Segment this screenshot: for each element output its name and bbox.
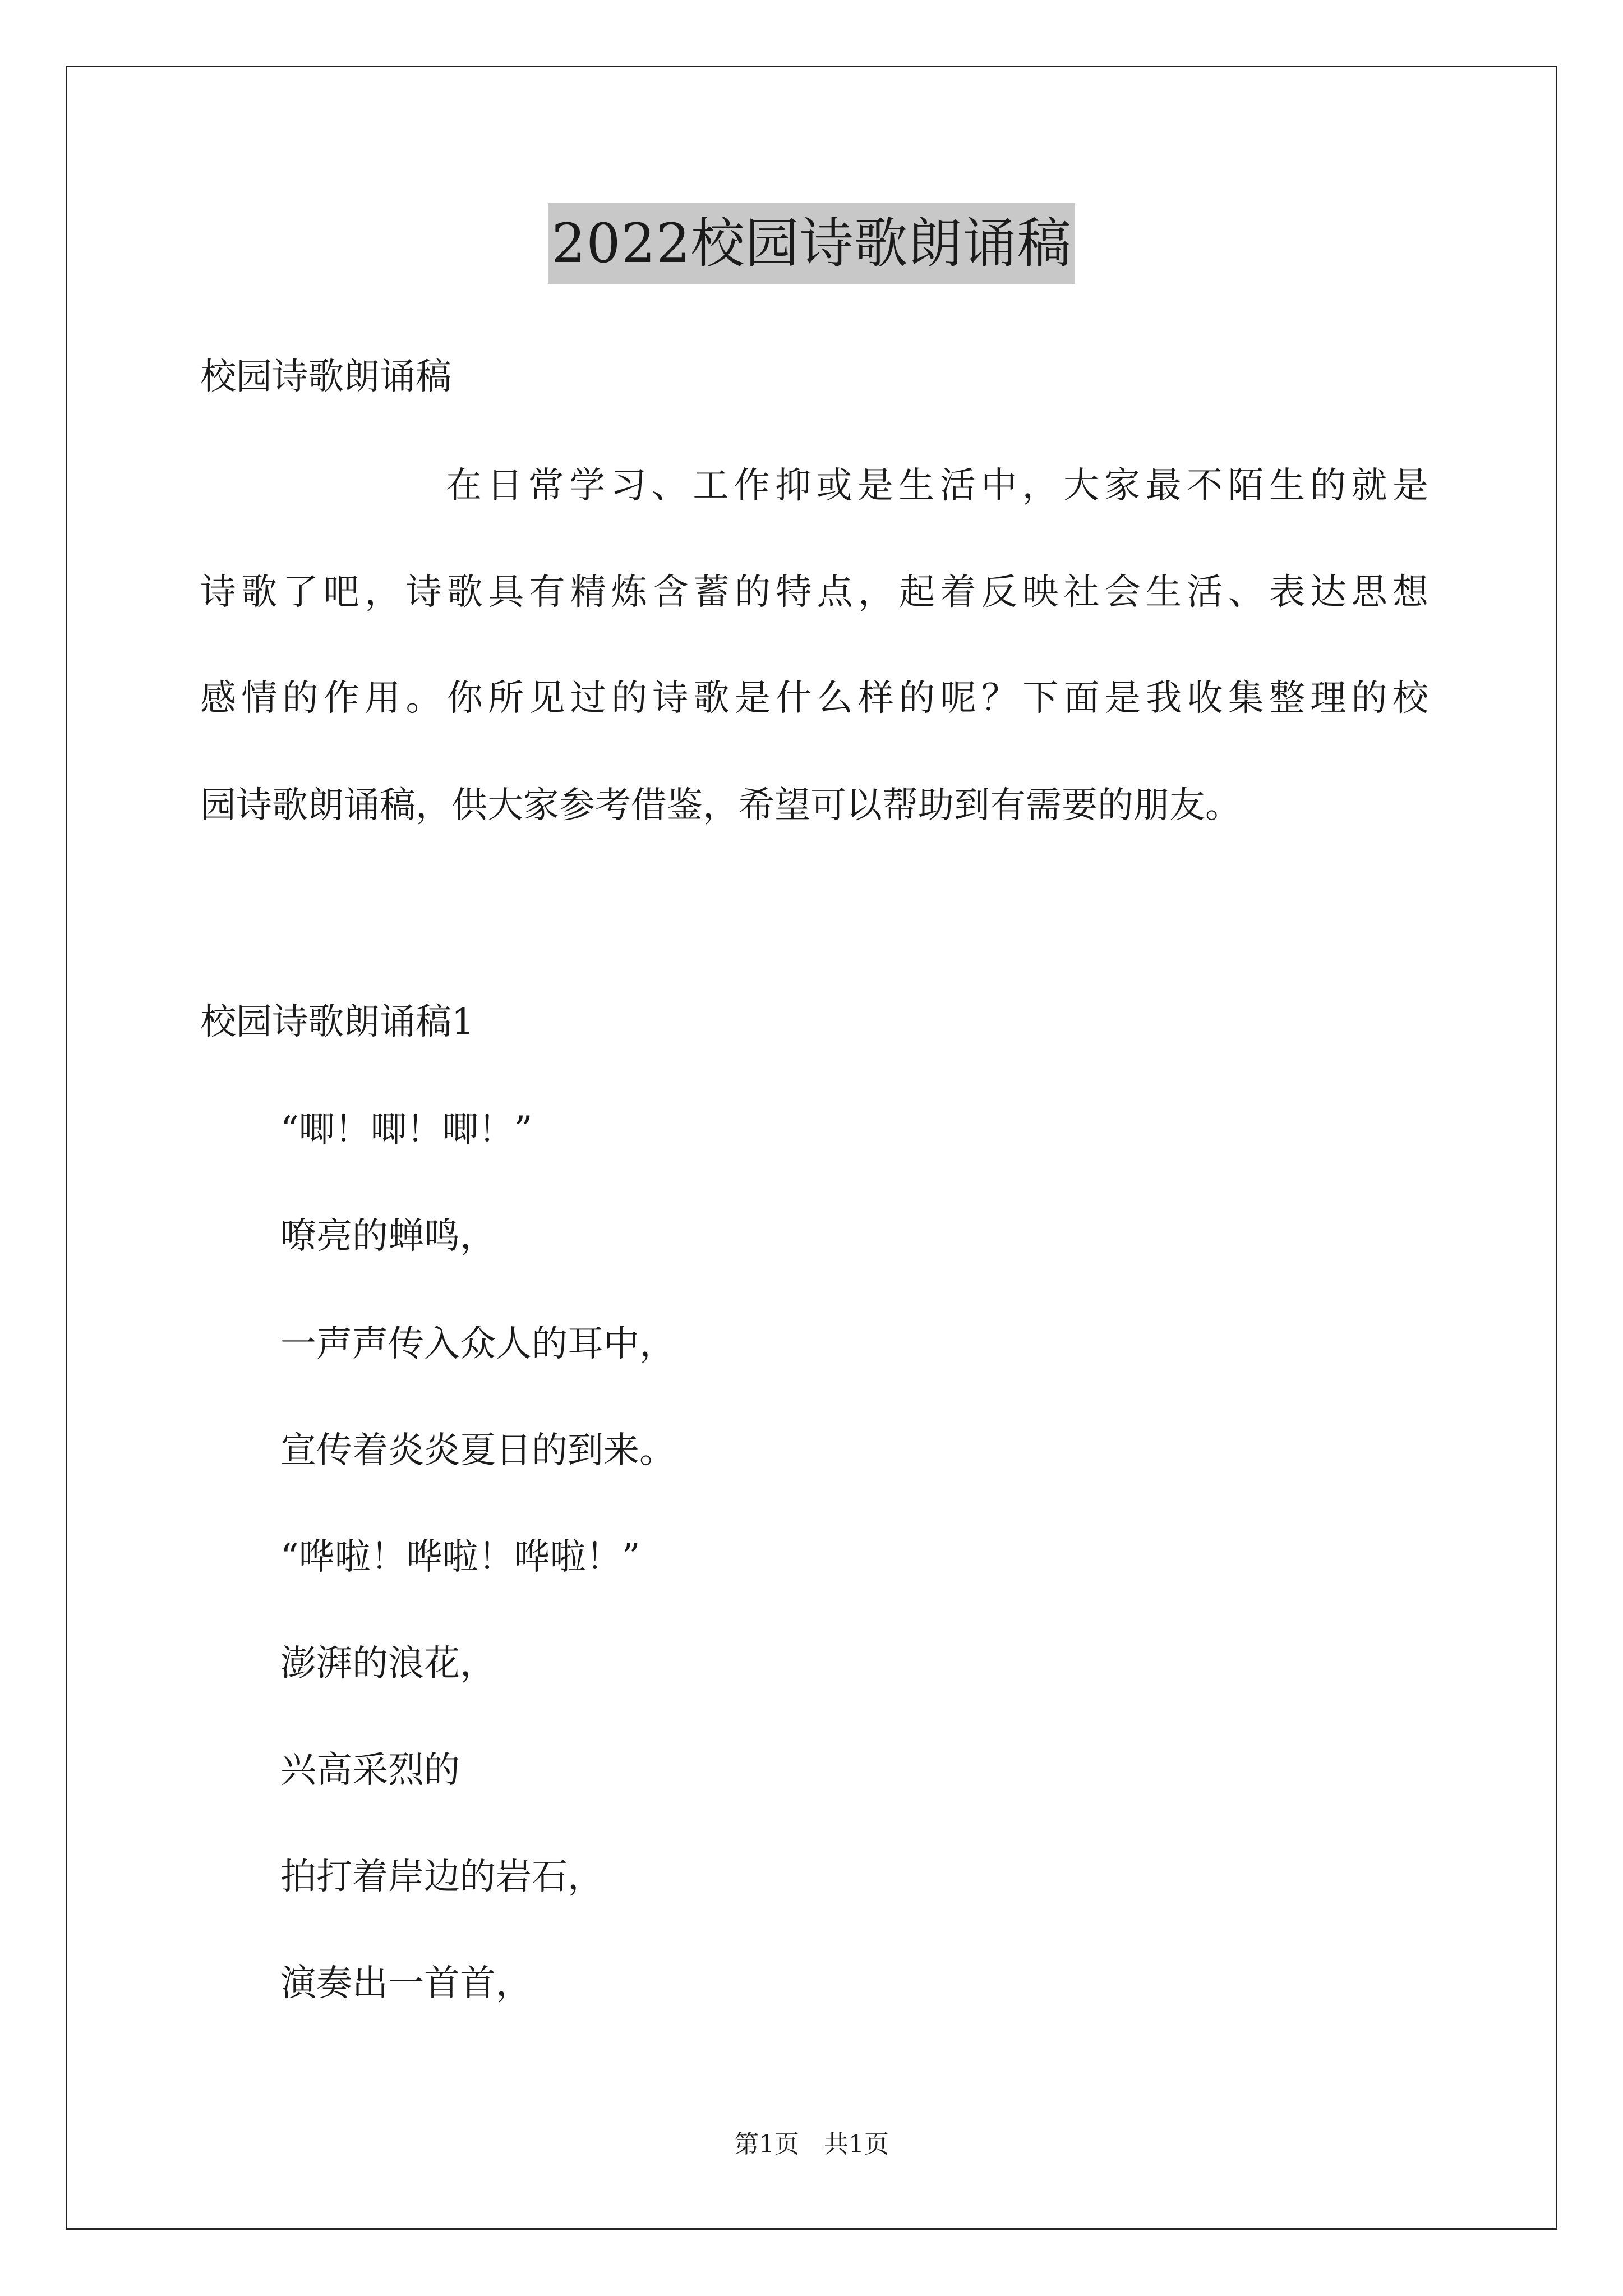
intro-line-2: 诗歌了吧，诗歌具有精炼含蓄的特点，起着反映社会生活、表达思想 <box>200 572 1428 613</box>
title-wrap <box>0 203 1623 284</box>
poem-line: 澎湃的浪花， <box>280 1643 496 1685</box>
intro-line-3: 感情的作用。你所见过的诗歌是什么样的呢？下面是我收集整理的校 <box>200 678 1428 719</box>
poem-line: 兴高采烈的 <box>280 1750 460 1791</box>
section-heading: 校园诗歌朗诵稿1 <box>200 1001 474 1043</box>
poem-line: 演奏出一首首， <box>280 1963 532 2004</box>
poem-line: “唧！唧！唧！” <box>280 1109 533 1151</box>
document-title: 2022校园诗歌朗诵稿 <box>548 203 1075 284</box>
poem-line: 嘹亮的蝉鸣， <box>280 1216 496 1257</box>
poem-line: 宣传着炎炎夏日的到来。 <box>280 1430 675 1471</box>
intro-line-1: 在日常学习、工作抑或是生活中，大家最不陌生的就是 <box>446 465 1428 507</box>
intro-line-4: 园诗歌朗诵稿，供大家参考借鉴，希望可以帮助到有需要的朋友。 <box>200 785 1241 826</box>
subtitle: 校园诗歌朗诵稿 <box>200 356 451 398</box>
page-footer: 第1页 共1页 <box>734 2130 889 2159</box>
poem-line: 拍打着岸边的岩石， <box>280 1856 603 1898</box>
poem-line: “哗啦！哗啦！哗啦！” <box>280 1536 640 1578</box>
poem-line: 一声声传入众人的耳中， <box>280 1323 675 1365</box>
